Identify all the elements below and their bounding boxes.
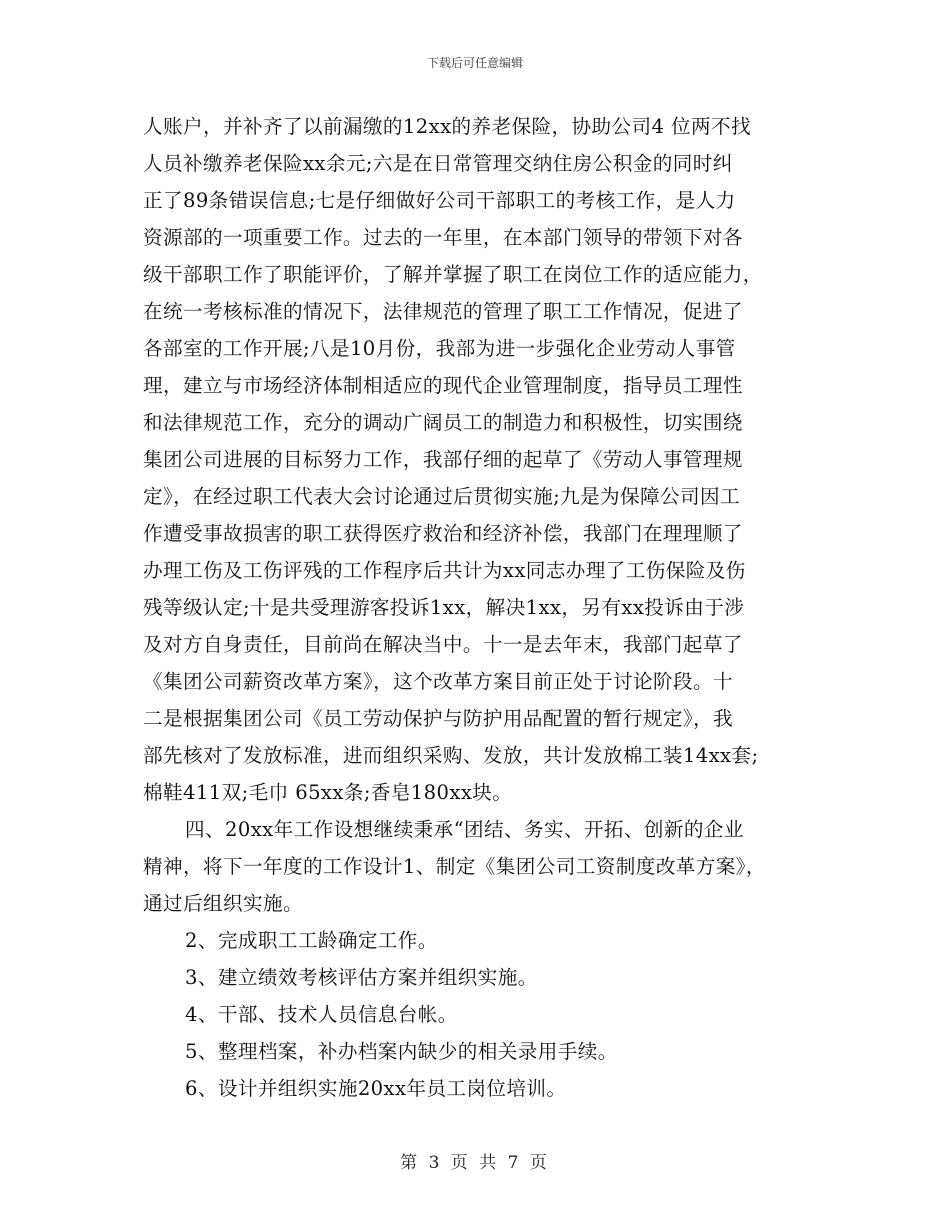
- list-item: 2、完成职工工龄确定工作。: [185, 929, 438, 952]
- paragraph-line: 级干部职工作了职能评价，了解并掌握了职工在岗位工作的适应能力，: [143, 263, 763, 286]
- paragraph-line: 和法律规范工作，充分的调动广阔员工的制造力和积极性，切实围绕: [143, 411, 743, 434]
- paragraph-line: 作遭受事故损害的职工获得医疗救治和经济补偿，我部门在理理顺了: [143, 522, 743, 545]
- section-four-line: 四、20xx年工作设想继续秉承“团结、务实、开拓、创新的企业: [185, 818, 744, 841]
- document-body: [143, 108, 807, 1107]
- paragraph-line: 集团公司进展的目标努力工作，我部仔细的起草了《劳动人事管理规: [143, 448, 743, 471]
- paragraph-line: 残等级认定;十是共受理游客投诉1xx，解决1xx，另有xx投诉由于涉: [143, 596, 745, 619]
- paragraph-line: 在统一考核标准的情况下，法律规范的管理了职工工作情况，促进了: [143, 300, 743, 323]
- paragraph-line: 定》，在经过职工代表大会讨论通过后贯彻实施;九是为保障公司因工: [143, 485, 741, 508]
- page-number-footer: 第 3 页 共 7 页: [400, 1153, 550, 1173]
- paragraph-line: 理，建立与市场经济体制相适应的现代企业管理制度，指导员工理性: [143, 374, 743, 397]
- paragraph-line: 人员补缴养老保险xx余元;六是在日常管理交纳住房公积金的同时纠: [143, 152, 733, 175]
- list-item: 5、整理档案，补办档案内缺少的相关录用手续。: [185, 1040, 618, 1063]
- paragraph-line: 棉鞋411双;毛巾 65xx条;香皂180xx块。: [143, 781, 513, 804]
- paragraph-line: 各部室的工作开展;八是10月份，我部为进一步强化企业劳动人事管: [143, 337, 736, 360]
- paragraph-line: 资源部的一项重要工作。过去的一年里，在本部门领导的带领下对各: [143, 226, 743, 249]
- paragraph-line: 部先核对了发放标准，进而组织采购、发放，共计发放棉工装14xx套;: [143, 744, 759, 767]
- list-item: 3、建立绩效考核评估方案并组织实施。: [185, 966, 538, 989]
- paragraph-line: 《集团公司薪资改革方案》，这个改革方案目前正处于讨论阶段。十: [143, 670, 734, 693]
- paragraph-line: 及对方自身责任，目前尚在解决当中。十一是去年末，我部门起草了: [143, 633, 743, 656]
- section-four-line: 精神，将下一年度的工作设计1、制定《集团公司工资制度改革方案》，: [143, 855, 766, 878]
- section-four-line: 通过后组织实施。: [143, 892, 303, 915]
- paragraph-line: 办理工伤及工伤评残的工作程序后共计为xx同志办理了工伤保险及伤: [143, 559, 746, 582]
- page-header: 下载后可任意编辑: [426, 56, 523, 70]
- paragraph-line: 人账户，并补齐了以前漏缴的12xx的养老保险，协助公司4 位两不找: [143, 115, 751, 138]
- list-item: 4、干部、技术人员信息台帐。: [185, 1003, 458, 1026]
- paragraph-line: 正了89条错误信息;七是仔细做好公司干部职工的考核工作，是人力: [143, 189, 736, 212]
- list-item: 6、设计并组织实施20xx年员工岗位培训。: [185, 1077, 567, 1100]
- paragraph-line: 二是根据集团公司《员工劳动保护与防护用品配置的暂行规定》，我: [143, 707, 734, 730]
